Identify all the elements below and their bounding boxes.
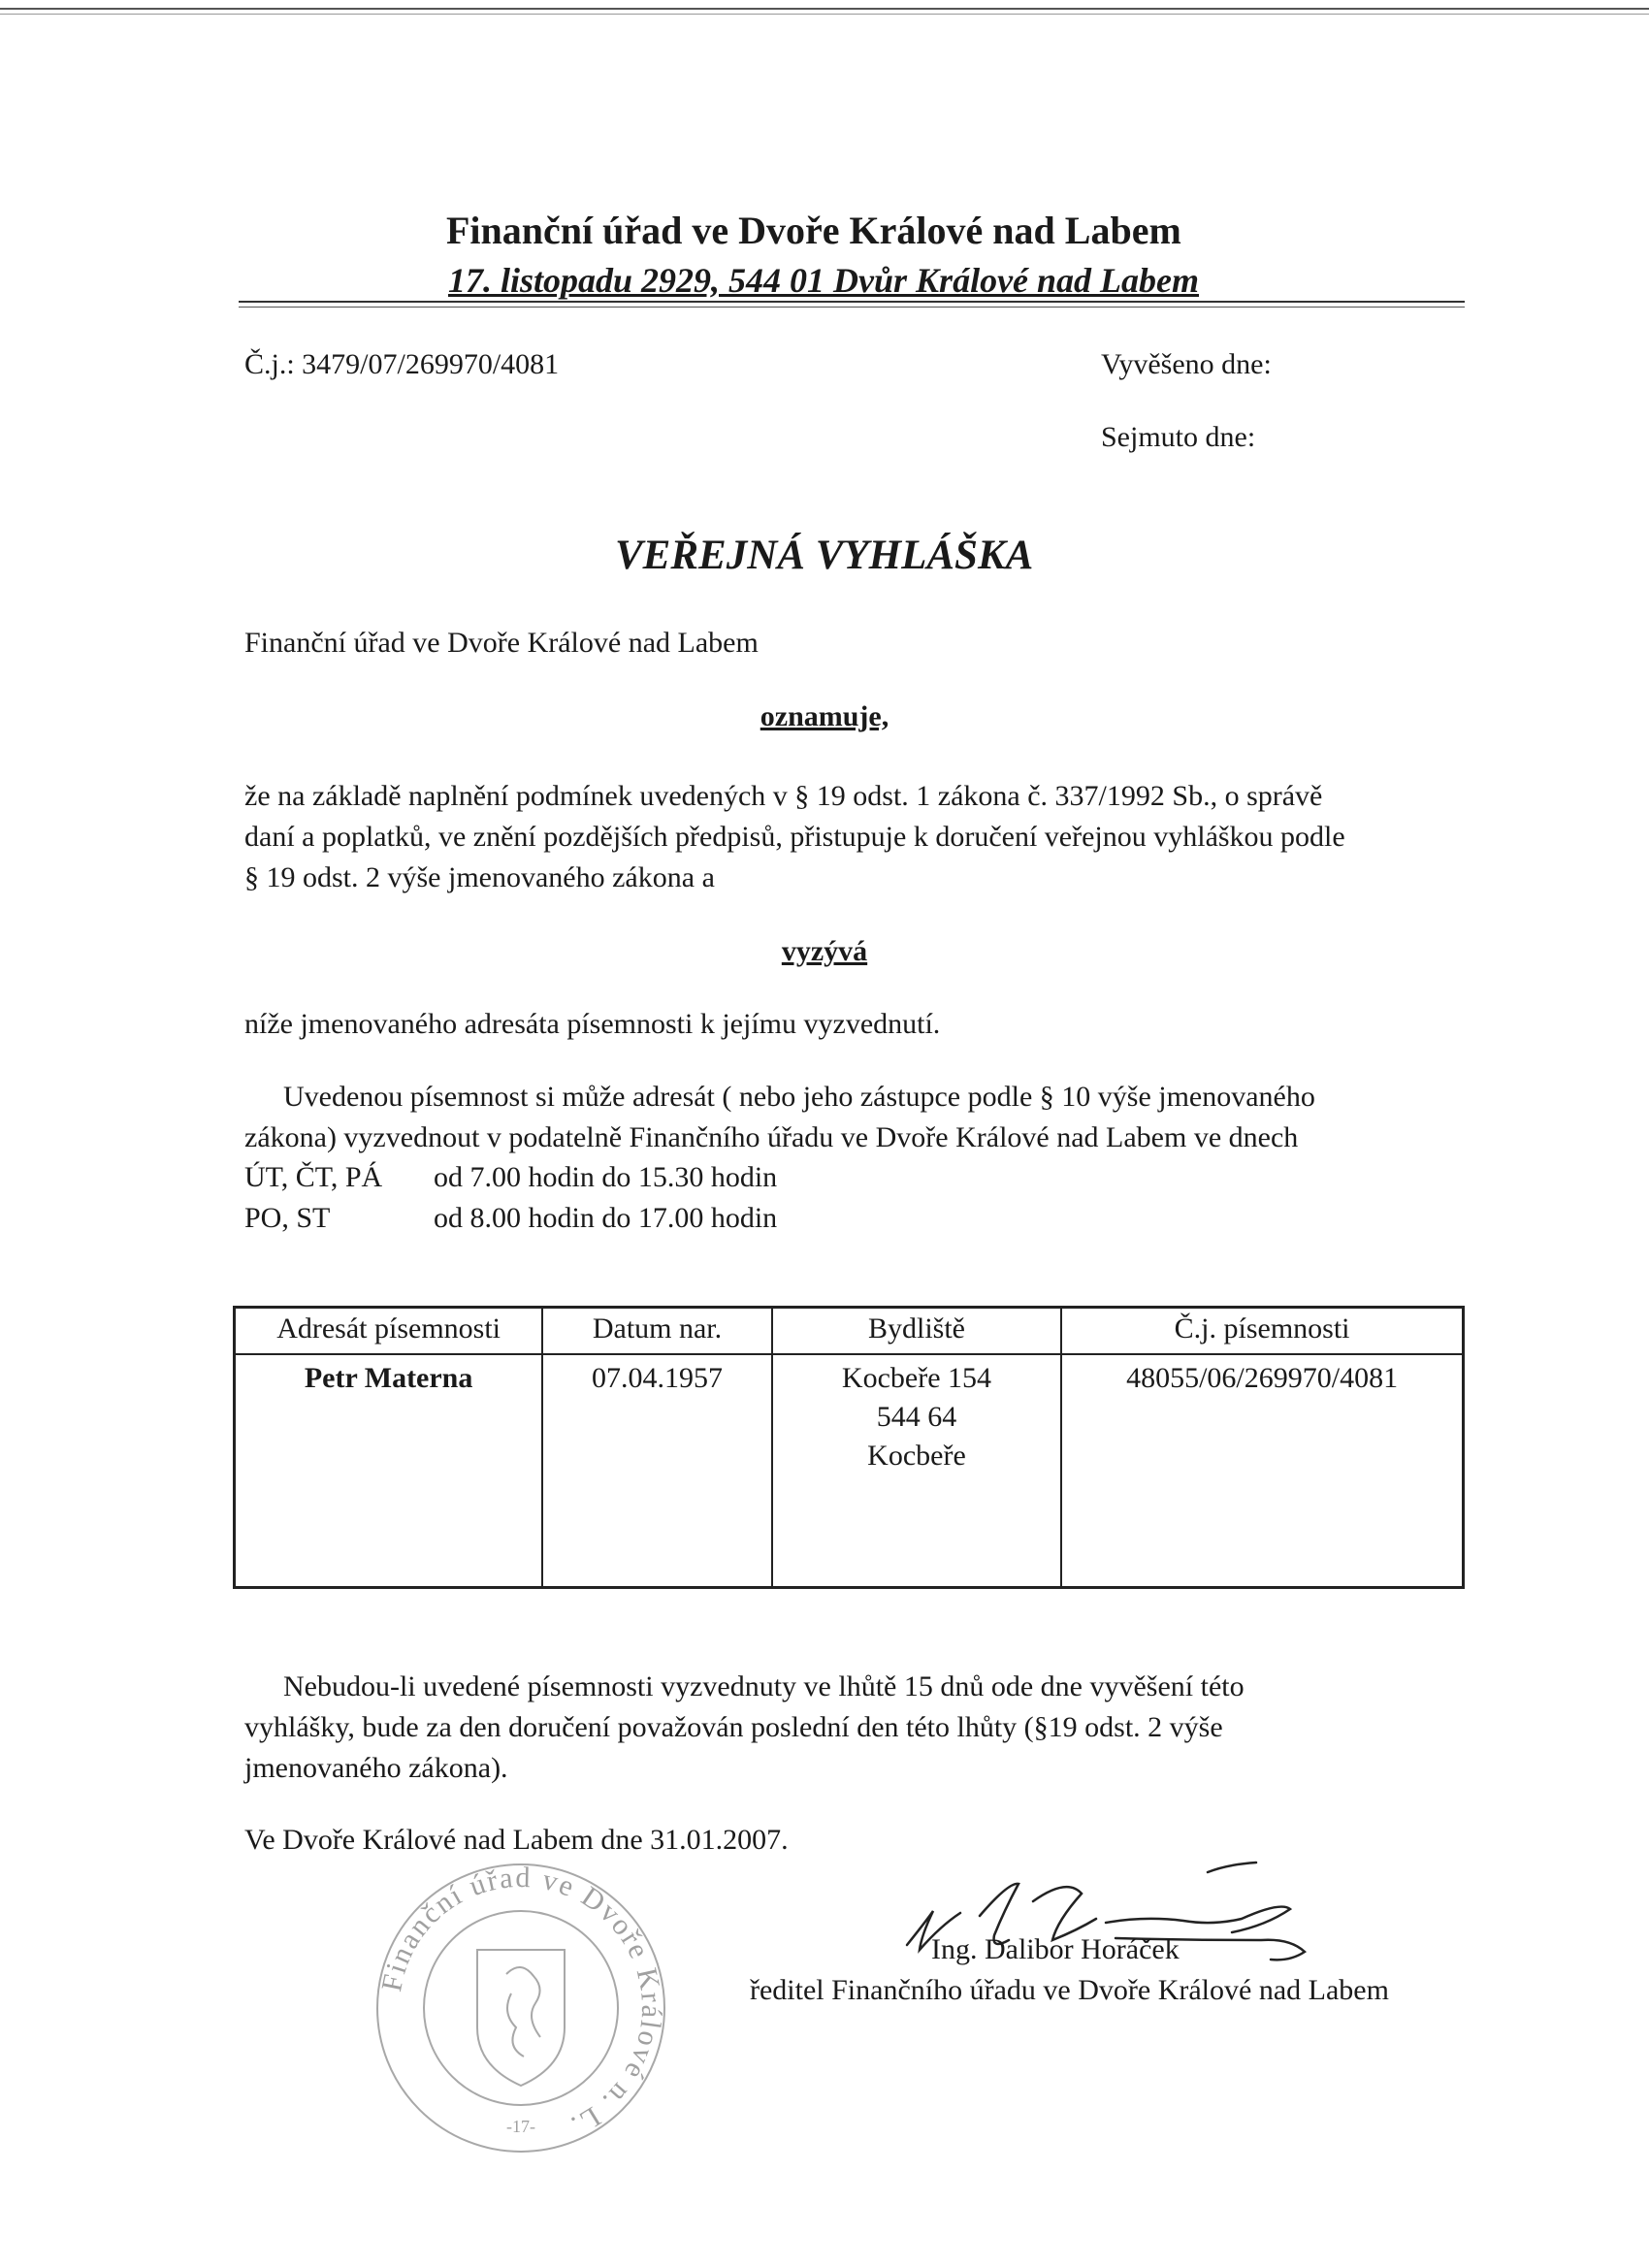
residence-line: Kocbeře [867, 1440, 966, 1472]
table-header-document-ref: Č.j. písemnosti [1061, 1308, 1463, 1355]
paragraph-pickup-request: níže jmenovaného adresáta písemnosti k jejímu vyzvednutí. [244, 1008, 941, 1040]
header-rule [239, 301, 1465, 303]
paragraph-line: § 19 odst. 2 výše jmenovaného zákona a [244, 861, 715, 893]
header-rule-thin [239, 307, 1465, 308]
cell-birth-date: 07.04.1957 [542, 1354, 772, 1588]
paragraph-line: jmenovaného zákona). [244, 1752, 508, 1784]
addressee-table [233, 1306, 1465, 1589]
paragraph-line: daní a poplatků, ve znění pozdějších předpisů, přistupuje k doručení veřejnou vyhláškou podle [244, 821, 1345, 853]
posted-date-label: Vyvěšeno dne: [1101, 348, 1272, 380]
table-header-row [235, 1308, 1464, 1355]
document-title: VEŘEJNÁ VYHLÁŠKA [615, 533, 1034, 578]
residence-line: Kocbeře 154 [841, 1362, 992, 1394]
scan-edge-line [0, 8, 1649, 10]
announces-keyword: oznamuje, [760, 700, 889, 732]
stamp-text: Finanční úřad ve Dvoře Králové n. L. [375, 1861, 668, 2144]
paragraph-deadline [244, 1667, 1245, 1789]
reference-number: Č.j.: 3479/07/269970/4081 [244, 348, 560, 380]
table-header-residence: Bydliště [772, 1308, 1061, 1355]
office-hours-days: ÚT, ČT, PÁ [244, 1161, 383, 1193]
office-hours-days: PO, ST [244, 1202, 331, 1234]
office-hours-row [244, 1157, 777, 1198]
paragraph-line: vyhlášky, bude za den doručení považován poslední den této lhůty (§19 odst. 2 výše [244, 1711, 1223, 1743]
paragraph-line: Nebudou-li uvedené písemnosti vyzvednuty ve lhůtě 15 dnů ode dne vyvěšení této [283, 1670, 1245, 1702]
paragraph-line: že na základě naplnění podmínek uvedených v § 19 odst. 1 zákona č. 337/1992 Sb., o správě [244, 780, 1323, 812]
residence-line: 544 64 [876, 1401, 957, 1433]
office-address: 17. listopadu 2929, 544 01 Dvůr Králové nad Labem [448, 261, 1200, 300]
cell-addressee: Petr Materna [235, 1354, 543, 1588]
official-round-stamp [371, 1858, 671, 2158]
table-row [235, 1354, 1464, 1588]
paragraph-line: Uvedenou písemnost si může adresát ( nebo jeho zástupce podle § 10 výše jmenovaného [283, 1081, 1315, 1113]
place-and-date: Ve Dvoře Králové nad Labem dne 31.01.2007. [244, 1824, 789, 1856]
paragraph-legal-basis [244, 776, 1345, 898]
calls-keyword: vyzývá [781, 935, 868, 967]
cell-document-ref: 48055/06/269970/4081 [1061, 1354, 1463, 1588]
handwritten-signature [873, 1843, 1339, 1989]
cell-residence [772, 1354, 1061, 1588]
office-name-heading: Finanční úřad ve Dvoře Králové nad Labem [446, 209, 1181, 252]
scan-edge-line-secondary [0, 14, 1649, 15]
table-header-addressee: Adresát písemnosti [235, 1308, 543, 1355]
removed-date-label: Sejmuto dne: [1101, 421, 1256, 453]
issuer-line: Finanční úřad ve Dvoře Králové nad Labem [244, 627, 759, 659]
paragraph-line: zákona) vyzvednout v podatelně Finančního úřadu ve Dvoře Králové nad Labem ve dnech [244, 1121, 1299, 1153]
office-hours-time: od 7.00 hodin do 15.30 hodin [434, 1161, 778, 1193]
signatory-role: ředitel Finančního úřadu ve Dvoře Králové nad Labem [750, 1974, 1389, 2006]
table-header-birth-date: Datum nar. [542, 1308, 772, 1355]
office-hours-row [244, 1198, 777, 1239]
stamp-number: -17- [506, 2117, 535, 2136]
paragraph-pickup-details [244, 1077, 1315, 1158]
office-hours-time: od 8.00 hodin do 17.00 hodin [434, 1202, 778, 1234]
signatory-name: Ing. Dalibor Horáček [931, 1933, 1180, 1965]
